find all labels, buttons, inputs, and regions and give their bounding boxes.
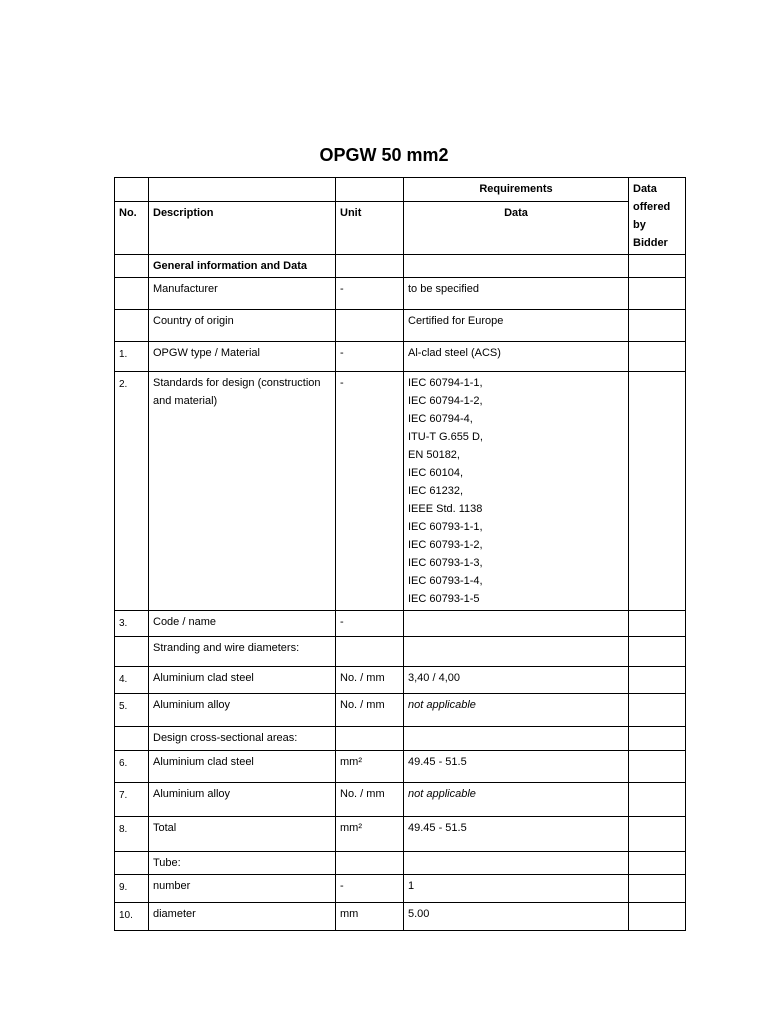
header-description: Description (149, 202, 336, 255)
cell-empty (115, 637, 149, 667)
cell-bidder (629, 342, 686, 372)
table-row (115, 372, 686, 611)
row-no: 1. (115, 342, 149, 372)
cell-empty (404, 637, 629, 667)
cell-bidder (629, 278, 686, 310)
cell-empty (404, 255, 629, 278)
row-data (404, 611, 629, 637)
row-desc: Tube: (149, 852, 336, 875)
standard-item: IEC 60794-1-2, (408, 395, 483, 407)
table-row (115, 903, 686, 931)
cell-empty (336, 255, 404, 278)
cell-empty (115, 310, 149, 342)
table-row (115, 611, 686, 637)
cell-bidder (629, 372, 686, 611)
table-row (115, 694, 686, 727)
table-row (115, 751, 686, 783)
cell-empty (404, 727, 629, 751)
row-unit (336, 310, 404, 342)
standard-item: IEC 60793-1-2, (408, 539, 483, 551)
table-row (115, 852, 686, 875)
header-offered-line: by (633, 219, 646, 231)
row-no: 8. (115, 817, 149, 852)
row-unit: mm² (336, 817, 404, 852)
cell-empty (336, 727, 404, 751)
table-row (115, 637, 686, 667)
section-general: General information and Data (149, 255, 336, 278)
cell-empty (404, 852, 629, 875)
header-no: No. (115, 202, 149, 255)
cell-bidder (629, 875, 686, 903)
section-row-general (115, 255, 686, 278)
standard-item: IEC 60793-1-5 (408, 593, 480, 605)
table-row (115, 783, 686, 817)
cell-bidder (629, 783, 686, 817)
standard-item: IEC 61232, (408, 485, 464, 497)
header-row-main (115, 202, 686, 255)
row-no: 6. (115, 751, 149, 783)
standard-item: IEC 60794-4, (408, 413, 473, 425)
row-data: 5.00 (404, 903, 629, 931)
header-offered-line: Bidder (633, 237, 668, 249)
standard-item: ITU-T G.655 D, (408, 431, 483, 443)
row-data: 3,40 / 4,00 (404, 667, 629, 694)
standard-item: IEC 60793-1-4, (408, 575, 483, 587)
row-data: not applicable (404, 783, 629, 817)
table-row (115, 278, 686, 310)
row-desc: OPGW type / Material (149, 342, 336, 372)
header-blank-unit (336, 178, 404, 202)
row-data-standards (404, 372, 629, 611)
row-data: 49.45 - 51.5 (404, 751, 629, 783)
document-title: OPGW 50 mm2 (319, 145, 449, 165)
standard-item: IEC 60793-1-1, (408, 521, 483, 533)
row-unit: mm (336, 903, 404, 931)
table-row (115, 310, 686, 342)
row-desc: Total (149, 817, 336, 852)
row-desc: Aluminium clad steel (149, 751, 336, 783)
cell-empty (629, 255, 686, 278)
standard-item: IEEE Std. 1138 (408, 503, 483, 515)
row-desc: number (149, 875, 336, 903)
row-unit: mm² (336, 751, 404, 783)
row-no: 4. (115, 667, 149, 694)
cell-empty (115, 727, 149, 751)
row-data: Al-clad steel (ACS) (404, 342, 629, 372)
row-desc: Standards for design (construction and material) (149, 372, 336, 611)
standard-item: EN 50182, (408, 449, 460, 461)
row-unit: - (336, 342, 404, 372)
row-unit: No. / mm (336, 783, 404, 817)
cell-bidder (629, 667, 686, 694)
table-row (115, 727, 686, 751)
cell-empty (336, 637, 404, 667)
row-no: 2. (115, 372, 149, 611)
row-data: Certified for Europe (404, 310, 629, 342)
row-desc: Manufacturer (149, 278, 336, 310)
row-no: 3. (115, 611, 149, 637)
table-row (115, 342, 686, 372)
row-data: 1 (404, 875, 629, 903)
row-desc: Country of origin (149, 310, 336, 342)
header-blank-description (149, 178, 336, 202)
cell-bidder (629, 903, 686, 931)
row-desc: Stranding and wire diameters: (149, 637, 336, 667)
standard-item: IEC 60104, (408, 467, 464, 479)
standard-item: IEC 60793-1-3, (408, 557, 483, 569)
header-requirements: Requirements (404, 178, 629, 202)
cell-bidder (629, 852, 686, 875)
header-data-offered (629, 178, 686, 255)
cell-bidder (629, 727, 686, 751)
cell-bidder (629, 817, 686, 852)
row-desc: Aluminium alloy (149, 783, 336, 817)
cell-empty (115, 278, 149, 310)
specification-table (114, 177, 686, 931)
cell-bidder (629, 694, 686, 727)
row-no: 5. (115, 694, 149, 727)
header-data: Data (404, 202, 629, 255)
row-unit: - (336, 278, 404, 310)
row-desc: Design cross-sectional areas: (149, 727, 336, 751)
header-unit: Unit (336, 202, 404, 255)
row-desc: diameter (149, 903, 336, 931)
table-row (115, 667, 686, 694)
cell-empty (336, 852, 404, 875)
header-offered-line: Data (633, 183, 657, 195)
standard-item: IEC 60794-1-1, (408, 377, 483, 389)
row-desc: Code / name (149, 611, 336, 637)
header-offered-line: offered (633, 201, 671, 213)
row-no: 7. (115, 783, 149, 817)
row-desc: Aluminium clad steel (149, 667, 336, 694)
cell-empty (115, 255, 149, 278)
cell-empty (115, 852, 149, 875)
row-unit: - (336, 875, 404, 903)
table-row (115, 817, 686, 852)
row-no: 10. (115, 903, 149, 931)
row-unit: - (336, 611, 404, 637)
row-no: 9. (115, 875, 149, 903)
cell-bidder (629, 310, 686, 342)
table-row (115, 875, 686, 903)
cell-bidder (629, 611, 686, 637)
row-data: not applicable (404, 694, 629, 727)
row-data: to be specified (404, 278, 629, 310)
header-row-top (115, 178, 686, 202)
cell-bidder (629, 751, 686, 783)
header-blank-no (115, 178, 149, 202)
cell-bidder (629, 637, 686, 667)
row-unit: - (336, 372, 404, 611)
row-data: 49.45 - 51.5 (404, 817, 629, 852)
row-desc: Aluminium alloy (149, 694, 336, 727)
row-unit: No. / mm (336, 667, 404, 694)
row-unit: No. / mm (336, 694, 404, 727)
